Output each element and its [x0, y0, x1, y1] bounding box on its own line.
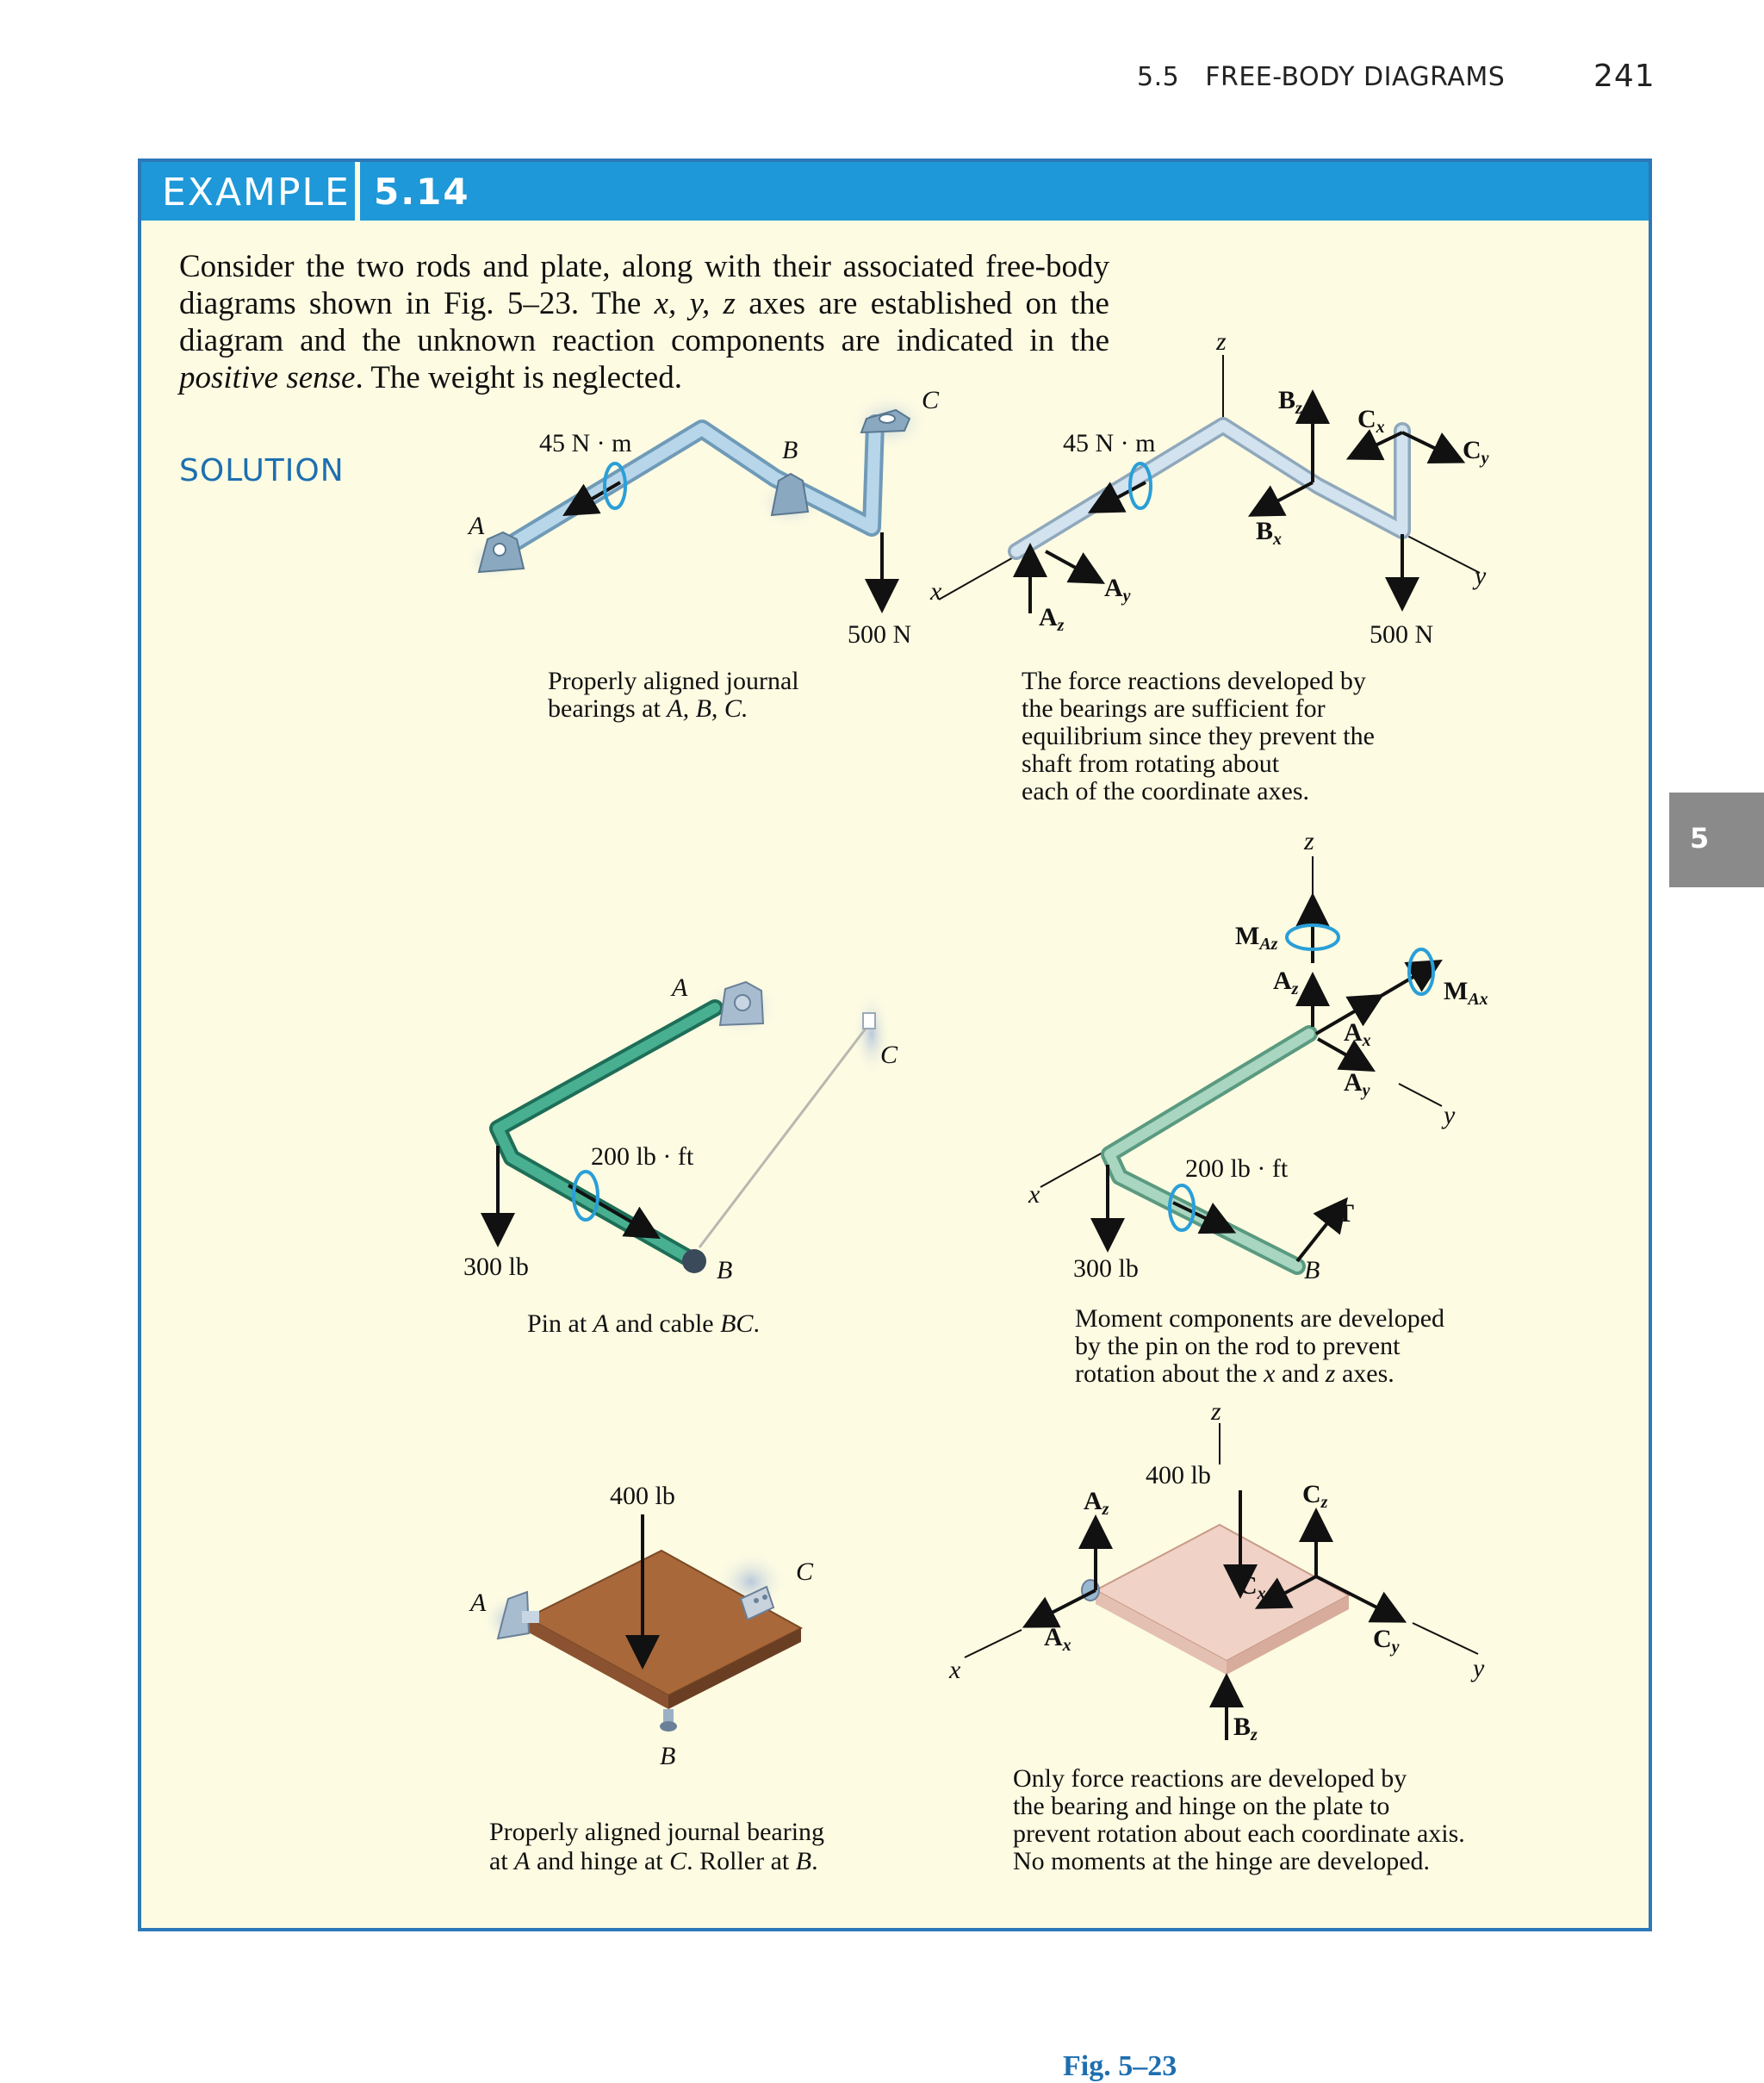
fig3-fbd-axis-x: x	[949, 1656, 961, 1684]
fig1-illustration	[465, 386, 940, 649]
example-intro-text: Consider the two rods and plate, along with their associated free-body diagrams shown in Fig. 5–23. The x, y, z axes are established on the diagram and the unknown reaction components are indicated in the positive sense. The weight is neglected.	[179, 249, 1109, 395]
fig3-load-label: 400 lb	[610, 1482, 675, 1510]
fig3-illustration	[469, 1482, 814, 1770]
fig1-label-C: C	[922, 386, 940, 414]
fig2-illustration	[463, 973, 898, 1284]
fig3-fbd-axis-y: y	[1473, 1654, 1485, 1682]
fig3-fbd-caption: Only force reactions are developed by the bearing and hinge on the plate to prevent rotation about each coordinate axis. No moments at the hinge are developed.	[1013, 1764, 1465, 1875]
figure-label: Fig. 5–23	[1063, 2050, 1177, 2082]
fig2-fbd-Az: $A_z$	[1273, 967, 1299, 998]
fig3-label-A: A	[470, 1589, 487, 1617]
fig1-fbd-Bx: $B_x$	[1256, 517, 1283, 549]
fig3-fbd-Cx: $C_x$	[1239, 1571, 1266, 1603]
fig2-fbd-axis-y: y	[1444, 1101, 1456, 1129]
fig1-load-label: 500 N	[848, 620, 912, 649]
fig1-fbd-moment: 45 N · m	[1063, 429, 1156, 457]
chapter-tab: 5	[1669, 793, 1764, 887]
fig1-fbd-axis-y: y	[1475, 562, 1487, 590]
fig3-fbd-plate	[1096, 1525, 1349, 1661]
fig2-label-B: B	[717, 1256, 733, 1284]
fig2-fbd-rod	[1109, 1034, 1309, 1266]
fig3-fbd-Cz: $C_z$	[1302, 1480, 1328, 1512]
fig2-fbd-Ay: $A_y$	[1344, 1068, 1370, 1100]
fig2-fbd-caption: Moment components are developed by the pin on the rod to prevent rotation about the x and z axes.	[1075, 1304, 1445, 1388]
fig2-cable	[699, 1025, 868, 1247]
fig2-label-C: C	[880, 1041, 898, 1069]
fig2-fbd-load: 300 lb	[1073, 1254, 1139, 1283]
fig2-fbd-MAx: $M_{Ax}$	[1444, 977, 1488, 1009]
fig1-fbd-Cy: $C_y$	[1463, 436, 1489, 468]
fig1-caption: Properly aligned journal bearings at A, B, C.	[548, 667, 799, 723]
fig2-fbd-label-B: B	[1304, 1256, 1320, 1284]
fig2-load-label: 300 lb	[463, 1253, 529, 1281]
fig2-label-A: A	[672, 973, 688, 1002]
fig2-fbd-axis-x: x	[1028, 1180, 1040, 1209]
solution-heading: SOLUTION	[179, 453, 345, 488]
fig2-rod	[498, 1008, 715, 1259]
fig2-fbd-Ax: $A_x$	[1344, 1018, 1371, 1050]
fig1-fbd-Az: $A_z$	[1039, 603, 1065, 635]
fig1-fbd-Ay: $A_y$	[1104, 574, 1131, 606]
fig3-caption: Properly aligned journal bearing at A and hinge at C. Roller at B.	[489, 1818, 825, 1875]
fig3-fbd	[948, 1397, 1485, 1744]
section-number: 5.5	[1137, 62, 1180, 92]
fig3-label-C: C	[796, 1558, 814, 1586]
page-number: 241	[1593, 59, 1655, 94]
example-number: 5.14	[374, 171, 470, 213]
fig3-fbd-Ax: $A_x$	[1044, 1623, 1071, 1655]
section-title: FREE-BODY DIAGRAMS	[1205, 62, 1506, 92]
fig1-fbd-caption: The force reactions developed by the bearings are sufficient for equilibrium since they prevent the shaft from rotating about each of the coordinate axes.	[1022, 667, 1375, 805]
fig2-caption: Pin at A and cable BC.	[527, 1309, 760, 1338]
fig1-fbd-Bz: $B_z$	[1278, 386, 1302, 418]
fig1-fbd-load: 500 N	[1370, 620, 1434, 649]
fig2-fbd-moment: 200 lb · ft	[1185, 1154, 1289, 1183]
fig1-fbd-axis-z: z	[1216, 327, 1227, 356]
fig2-fbd-T: T	[1337, 1199, 1355, 1228]
fig3-fbd-axis-z: z	[1211, 1397, 1221, 1426]
fig1-label-A: A	[469, 512, 485, 540]
fig3-label-B: B	[660, 1742, 676, 1770]
fig2-fbd-MAz: $M_{Az}$	[1235, 922, 1278, 954]
fig1-fbd-Cx: $C_x$	[1357, 405, 1385, 437]
fig1-fbd-axis-x: x	[930, 577, 942, 606]
fig1-moment-label: 45 N · m	[539, 429, 632, 457]
fig1-label-B: B	[782, 436, 798, 464]
fig3-fbd-Cy: $C_y$	[1373, 1625, 1400, 1657]
fig2-moment-label: 200 lb · ft	[591, 1142, 694, 1171]
fig3-fbd-Az: $A_z$	[1084, 1487, 1109, 1519]
example-label: EXAMPLE	[162, 171, 351, 215]
fig3-fbd-load: 400 lb	[1146, 1461, 1211, 1489]
fig2-fbd-axis-z: z	[1304, 827, 1314, 855]
fig1-fbd	[929, 327, 1489, 649]
fig3-fbd-Bz: $B_z$	[1233, 1713, 1258, 1744]
fig2-fbd	[1028, 827, 1488, 1284]
